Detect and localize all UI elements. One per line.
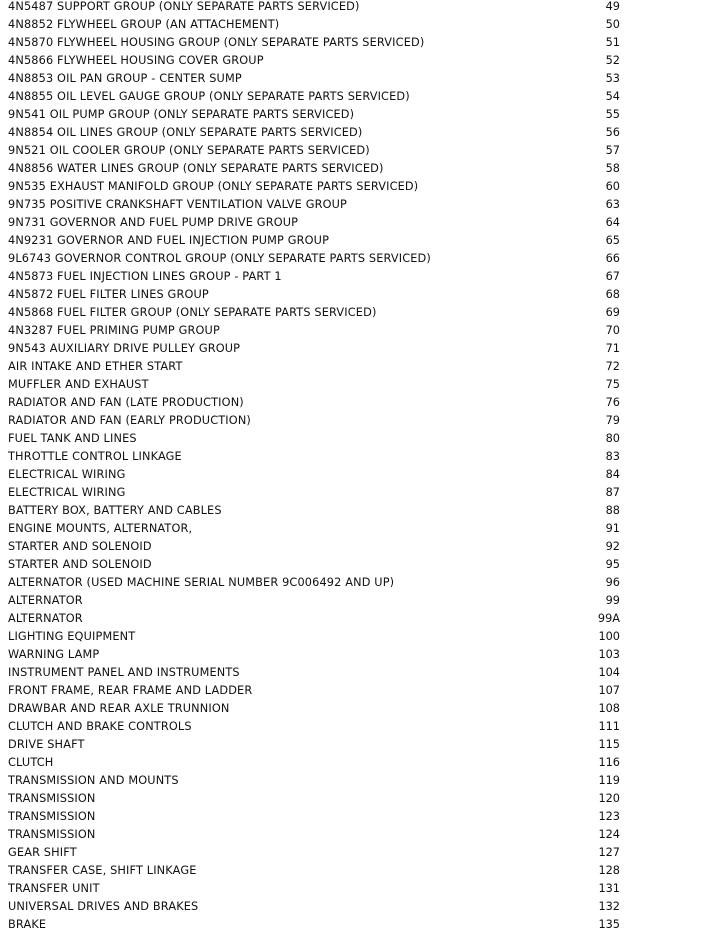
toc-entry[interactable] [0, 232, 721, 250]
toc-entry[interactable] [0, 772, 721, 790]
entry-title[interactable]: DRAWBAR AND REAR AXLE TRUNNION [8, 702, 230, 715]
toc-entry[interactable] [0, 34, 721, 52]
toc-entry[interactable] [0, 826, 721, 844]
entry-title[interactable]: 4N5873 FUEL INJECTION LINES GROUP - PART 1 [8, 270, 282, 283]
entry-title[interactable]: 4N5487 SUPPORT GROUP (ONLY SEPARATE PARTS SERVICED) [8, 0, 360, 13]
entry-page: 100 [598, 630, 620, 643]
entry-title[interactable]: 9N541 OIL PUMP GROUP (ONLY SEPARATE PARTS SERVICED) [8, 108, 355, 121]
toc-entry[interactable] [0, 466, 721, 484]
toc-entry[interactable] [0, 718, 721, 736]
entry-page: 64 [605, 216, 620, 229]
entry-title[interactable]: ALTERNATOR (USED MACHINE SERIAL NUMBER 9C006492 AND UP) [8, 576, 395, 589]
entry-title[interactable]: 4N5872 FUEL FILTER LINES GROUP [8, 288, 209, 301]
entry-page: 68 [605, 288, 620, 301]
entry-page: 80 [605, 432, 620, 445]
entry-page: 99 [605, 594, 620, 607]
entry-page: 96 [605, 576, 620, 589]
entry-title[interactable]: LIGHTING EQUIPMENT [8, 630, 136, 643]
toc-entry[interactable] [0, 394, 721, 412]
entry-title[interactable]: 4N5868 FUEL FILTER GROUP (ONLY SEPARATE PARTS SERVICED) [8, 306, 377, 319]
toc-entry[interactable] [0, 286, 721, 304]
entry-title[interactable]: 4N3287 FUEL PRIMING PUMP GROUP [8, 324, 220, 337]
entry-title[interactable]: TRANSFER UNIT [8, 882, 100, 895]
entry-title[interactable]: MUFFLER AND EXHAUST [8, 378, 149, 391]
entry-page: 127 [598, 846, 620, 859]
entry-title[interactable]: CLUTCH [8, 756, 54, 769]
entry-title[interactable]: CLUTCH AND BRAKE CONTROLS [8, 720, 192, 733]
entry-title[interactable]: 4N5866 FLYWHEEL HOUSING COVER GROUP [8, 54, 264, 67]
toc-entry[interactable] [0, 646, 721, 664]
entry-page: 99A [597, 612, 620, 625]
entry-title[interactable]: TRANSMISSION [8, 828, 96, 841]
entry-title[interactable]: INSTRUMENT PANEL AND INSTRUMENTS [8, 666, 240, 679]
toc-entry[interactable] [0, 214, 721, 232]
entry-page: 69 [605, 306, 620, 319]
toc-entry[interactable] [0, 520, 721, 538]
toc-entry[interactable] [0, 358, 721, 376]
toc-entry[interactable] [0, 682, 721, 700]
toc-entry[interactable] [0, 124, 721, 142]
toc-entry[interactable] [0, 0, 721, 16]
entry-page: 115 [598, 738, 620, 751]
entry-page: 111 [598, 720, 620, 733]
toc-entry[interactable] [0, 502, 721, 520]
toc-entry[interactable] [0, 430, 721, 448]
entry-title[interactable]: 9L6743 GOVERNOR CONTROL GROUP (ONLY SEPARATE PARTS SERVICED) [8, 252, 431, 265]
toc-entry[interactable] [0, 862, 721, 880]
entry-page: 83 [605, 450, 620, 463]
toc-entry[interactable] [0, 556, 721, 574]
entry-title[interactable]: 9N535 EXHAUST MANIFOLD GROUP (ONLY SEPARATE PARTS SERVICED) [8, 180, 419, 193]
toc-entry[interactable] [0, 538, 721, 556]
toc-entry[interactable] [0, 808, 721, 826]
toc-entry[interactable] [0, 268, 721, 286]
entry-title[interactable]: STARTER AND SOLENOID [8, 558, 152, 571]
entry-page: 123 [598, 810, 620, 823]
toc-entry[interactable] [0, 916, 721, 934]
toc-entry[interactable] [0, 592, 721, 610]
entry-page: 76 [605, 396, 620, 409]
entry-title[interactable]: ALTERNATOR [8, 612, 83, 625]
entry-page: 66 [605, 252, 620, 265]
entry-title[interactable]: 4N9231 GOVERNOR AND FUEL INJECTION PUMP GROUP [8, 234, 330, 247]
entry-page: 131 [598, 882, 620, 895]
entry-page: 56 [605, 126, 620, 139]
entry-page: 53 [605, 72, 620, 85]
entry-title[interactable]: RADIATOR AND FAN (EARLY PRODUCTION) [8, 414, 251, 427]
toc-entry[interactable] [0, 304, 721, 322]
entry-title[interactable]: ELECTRICAL WIRING [8, 468, 126, 481]
entry-page: 57 [605, 144, 620, 157]
toc-entry[interactable] [0, 196, 721, 214]
entry-page: 49 [605, 0, 620, 13]
entry-page: 128 [598, 864, 620, 877]
entry-title[interactable]: 9N543 AUXILIARY DRIVE PULLEY GROUP [8, 342, 241, 355]
entry-title[interactable]: ELECTRICAL WIRING [8, 486, 126, 499]
entry-title[interactable]: STARTER AND SOLENOID [8, 540, 152, 553]
toc-entry[interactable] [0, 628, 721, 646]
toc-entry[interactable] [0, 664, 721, 682]
entry-title[interactable]: FRONT FRAME, REAR FRAME AND LADDER [8, 684, 253, 697]
toc-entry[interactable] [0, 790, 721, 808]
entry-title[interactable]: 4N5870 FLYWHEEL HOUSING GROUP (ONLY SEPARATE PARTS SERVICED) [8, 36, 425, 49]
entry-page: 108 [598, 702, 620, 715]
entry-title[interactable]: UNIVERSAL DRIVES AND BRAKES [8, 900, 199, 913]
entry-page: 72 [605, 360, 620, 373]
toc-entry[interactable] [0, 88, 721, 106]
entry-page: 120 [598, 792, 620, 805]
entry-page: 63 [605, 198, 620, 211]
entry-page: 71 [605, 342, 620, 355]
toc-entry[interactable] [0, 178, 721, 196]
entry-title[interactable]: 9N731 GOVERNOR AND FUEL PUMP DRIVE GROUP [8, 216, 299, 229]
toc-entry[interactable] [0, 376, 721, 394]
entry-page: 52 [605, 54, 620, 67]
toc-entry[interactable] [0, 70, 721, 88]
entry-title[interactable]: 4N8856 WATER LINES GROUP (ONLY SEPARATE PARTS SERVICED) [8, 162, 384, 175]
entry-title[interactable]: RADIATOR AND FAN (LATE PRODUCTION) [8, 396, 244, 409]
toc-entry[interactable] [0, 52, 721, 70]
toc-entry[interactable] [0, 898, 721, 916]
entry-page: 132 [598, 900, 620, 913]
entry-page: 119 [598, 774, 620, 787]
entry-page: 91 [605, 522, 620, 535]
entry-title[interactable]: AIR INTAKE AND ETHER START [8, 360, 183, 373]
toc-entry[interactable] [0, 574, 721, 592]
entry-title[interactable]: 4N8855 OIL LEVEL GAUGE GROUP (ONLY SEPARATE PARTS SERVICED) [8, 90, 410, 103]
toc-entry[interactable] [0, 340, 721, 358]
toc-entry[interactable] [0, 754, 721, 772]
entry-page: 84 [605, 468, 620, 481]
entry-page: 51 [605, 36, 620, 49]
entry-page: 103 [598, 648, 620, 661]
entry-title[interactable]: BATTERY BOX, BATTERY AND CABLES [8, 504, 222, 517]
entry-page: 55 [605, 108, 620, 121]
entry-page: 88 [605, 504, 620, 517]
entry-title[interactable]: TRANSMISSION [8, 792, 96, 805]
toc-entry[interactable] [0, 736, 721, 754]
entry-title[interactable]: BRAKE [8, 918, 47, 931]
toc-entry[interactable] [0, 16, 721, 34]
entry-title[interactable]: DRIVE SHAFT [8, 738, 85, 751]
entry-page: 67 [605, 270, 620, 283]
entry-title[interactable]: 9N735 POSITIVE CRANKSHAFT VENTILATION VALVE GROUP [8, 198, 348, 211]
toc-entry[interactable] [0, 412, 721, 430]
entry-page: 92 [605, 540, 620, 553]
entry-title[interactable]: 4N8854 OIL LINES GROUP (ONLY SEPARATE PARTS SERVICED) [8, 126, 363, 139]
entry-title[interactable]: TRANSFER CASE, SHIFT LINKAGE [8, 864, 197, 877]
toc-entry[interactable] [0, 250, 721, 268]
entry-page: 75 [605, 378, 620, 391]
entry-page: 87 [605, 486, 620, 499]
entry-title[interactable]: TRANSMISSION [8, 810, 96, 823]
toc-entry[interactable] [0, 106, 721, 124]
entry-title[interactable]: ENGINE MOUNTS, ALTERNATOR, [8, 522, 193, 535]
entry-title[interactable]: TRANSMISSION AND MOUNTS [8, 774, 179, 787]
entry-page: 54 [605, 90, 620, 103]
toc-entry[interactable] [0, 844, 721, 862]
entry-page: 104 [598, 666, 620, 679]
toc-entry[interactable] [0, 142, 721, 160]
entry-title[interactable]: ALTERNATOR [8, 594, 83, 607]
entry-page: 135 [598, 918, 620, 931]
entry-title[interactable]: GEAR SHIFT [8, 846, 77, 859]
entry-title[interactable]: 4N8852 FLYWHEEL GROUP (AN ATTACHEMENT) [8, 18, 280, 31]
entry-title[interactable]: 9N521 OIL COOLER GROUP (ONLY SEPARATE PARTS SERVICED) [8, 144, 370, 157]
toc-entry[interactable] [0, 448, 721, 466]
toc-entry[interactable] [0, 484, 721, 502]
entry-page: 65 [605, 234, 620, 247]
entry-page: 79 [605, 414, 620, 427]
toc-entry[interactable] [0, 700, 721, 718]
entry-page: 70 [605, 324, 620, 337]
entry-page: 95 [605, 558, 620, 571]
entry-page: 58 [605, 162, 620, 175]
entry-page: 107 [598, 684, 620, 697]
entry-page: 116 [598, 756, 620, 769]
entry-title[interactable]: THROTTLE CONTROL LINKAGE [8, 450, 182, 463]
entry-page: 124 [598, 828, 620, 841]
toc-entry[interactable] [0, 880, 721, 898]
entry-page: 60 [605, 180, 620, 193]
toc-entry[interactable] [0, 160, 721, 178]
entry-page: 50 [605, 18, 620, 31]
entry-title[interactable]: FUEL TANK AND LINES [8, 432, 137, 445]
toc-entry[interactable] [0, 322, 721, 340]
toc-entry[interactable] [0, 610, 721, 628]
entry-title[interactable]: 4N8853 OIL PAN GROUP - CENTER SUMP [8, 72, 242, 85]
entry-title[interactable]: WARNING LAMP [8, 648, 100, 661]
